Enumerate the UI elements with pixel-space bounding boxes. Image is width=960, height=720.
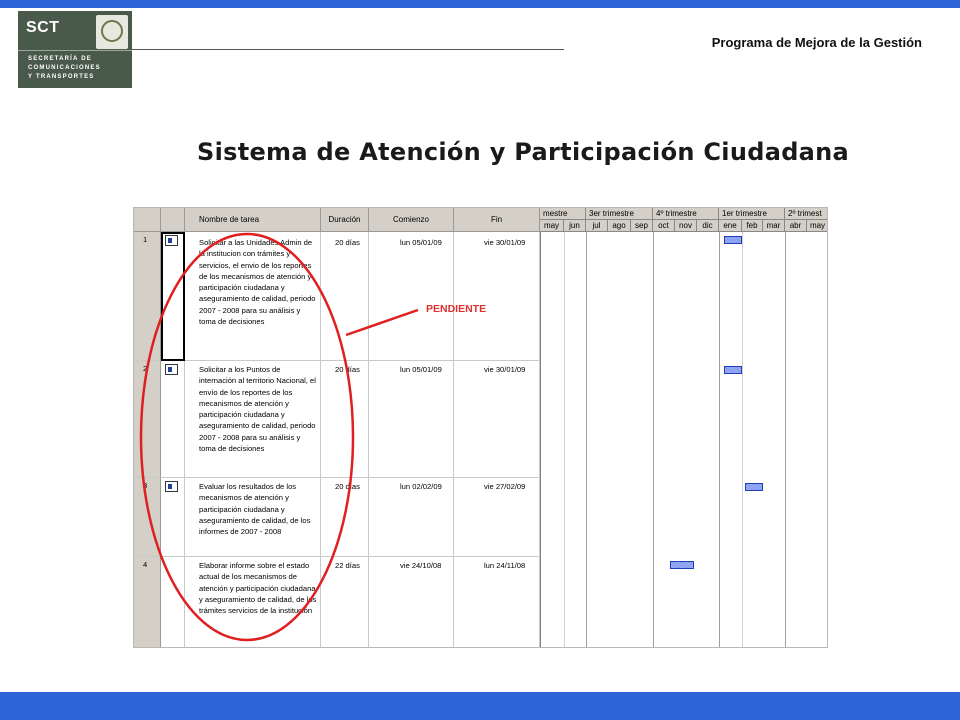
task-duration[interactable]: 22 días (321, 557, 369, 648)
task-name[interactable]: Solicitar a las Unidades Admin de la institucion con trámites y servicios, el envio de los reportes de los mecanismos de atención y participación ciudadana y aseguramiento de calidad, periodo 2007 - 2008 para su análisis y toma de decisiones (185, 232, 321, 361)
quarter-label: 1er trimestre (719, 208, 785, 220)
quarter-label: 3er trimestre (586, 208, 653, 220)
task-start[interactable]: vie 24/10/08 (369, 557, 454, 648)
task-name[interactable]: Evaluar los resultados de los mecanismos de atención y participación ciudadana y aseguramiento de calidad, de los informes de 2007 - 2008 (185, 478, 321, 557)
mexico-seal-icon (96, 15, 128, 49)
month-label: nov (675, 220, 697, 232)
header-task-name[interactable]: Nombre de tarea (185, 208, 321, 232)
task-name[interactable]: Elaborar informe sobre el estado actual de los mecanismos de atención y participación ciudadana y aseguramiento de calidad, de los trámites servicios de la institución (185, 557, 321, 648)
task-start[interactable]: lun 02/02/09 (369, 478, 454, 557)
quarter-label: 4º trimestre (653, 208, 719, 220)
logo-text: SCT (26, 19, 60, 36)
top-accent-bar (0, 0, 960, 8)
program-title: Programa de Mejora de la Gestión (711, 35, 922, 50)
task-end[interactable]: lun 24/11/08 (454, 557, 540, 648)
month-label: ago (608, 220, 631, 232)
row-id: 1 (134, 232, 161, 361)
month-label: ene (719, 220, 742, 232)
task-end[interactable]: vie 30/01/09 (454, 232, 540, 361)
month-label: mar (763, 220, 785, 232)
task-duration[interactable]: 20 días (321, 361, 369, 478)
sct-logo (18, 11, 132, 88)
quarter-label: mestre (540, 208, 586, 220)
bottom-accent-bar (0, 692, 960, 720)
logo-subtitle: SECRETARÍA DE COMUNICACIONES Y TRANSPORTES (28, 56, 101, 80)
row-id: 4 (134, 557, 161, 648)
task-duration[interactable]: 20 días (321, 232, 369, 361)
quarter-label: 2º trimest (785, 208, 828, 220)
row-id: 2 (134, 361, 161, 478)
annotation-overlay (134, 208, 828, 648)
task-start[interactable]: lun 05/01/09 (369, 232, 454, 361)
header-end[interactable]: Fin (454, 208, 540, 232)
project-screenshot (133, 207, 828, 648)
task-end[interactable]: vie 27/02/09 (454, 478, 540, 557)
pending-annotation: PENDIENTE (426, 303, 487, 315)
month-label: jun (564, 220, 586, 232)
header-duration[interactable]: Duración (321, 208, 369, 232)
page-title: Sistema de Atención y Participación Ciudadana (197, 138, 850, 166)
annotation-pointer (346, 310, 418, 335)
month-label: abr (785, 220, 807, 232)
header-start[interactable]: Comienzo (369, 208, 454, 232)
task-duration[interactable]: 20 días (321, 478, 369, 557)
month-label: jul (586, 220, 608, 232)
month-label: sep (631, 220, 653, 232)
month-label: dic (697, 220, 719, 232)
task-end[interactable]: vie 30/01/09 (454, 361, 540, 478)
row-id: 3 (134, 478, 161, 557)
highlight-ellipse (141, 234, 353, 640)
month-label: feb (742, 220, 763, 232)
month-label: oct (653, 220, 675, 232)
task-start[interactable]: lun 05/01/09 (369, 361, 454, 478)
month-label: may (540, 220, 564, 232)
header-rule (132, 49, 564, 50)
month-label: may (807, 220, 828, 232)
task-name[interactable]: Solicitar a los Puntos de internación al territorio Nacional, el envío de los reportes de los mecanismos de atención y participación ciudadana y aseguramiento de calidad, periodo 2007 - 2008 para su análisis y toma de decisiones (185, 361, 321, 478)
